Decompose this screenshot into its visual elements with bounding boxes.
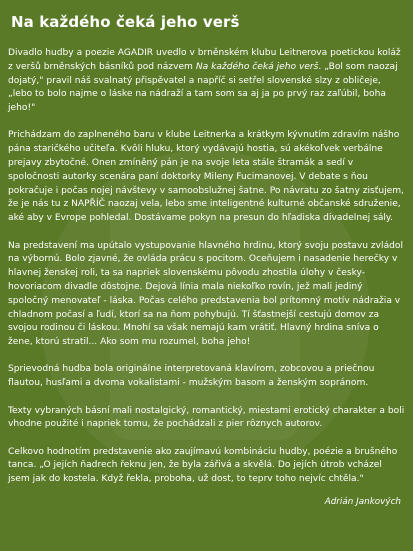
article-body	[8, 47, 405, 487]
paragraph-text: . „Bol som naozaj dojatý," pravil náš svalnatý přispěvatel a napříč si setřel slovenské slzy z obličeje, „lebo to bolo najme o láske na nádraží a tam som sa aj ja po prvý raz zaľúbil, boha jeho!"	[8, 61, 398, 114]
italic-text: Na každého čeká jeho verš	[195, 61, 319, 72]
paragraph-text: Divadlo hudby a poezie AGADIR uvedlo v brněnském klubu Leitnerova poetickou koláž z veršů brněnských básníků pod názvem	[8, 48, 401, 72]
paragraph-text: Texty vybraných básní mali nostalgický, romantický, miestami erotický charakter a boli vhodne použité i napriek tomu, že pochádzali z pier rôznych autorov.	[8, 405, 405, 430]
article-paragraph	[8, 240, 405, 350]
article-author: Adrián Jankových	[324, 496, 401, 507]
article-paragraph	[8, 363, 405, 391]
paragraph-text: Celkovo hodnotím predstavenie ako zaujímavú kombináciu hudby, poézie a brušného tanca. „O jejích ňadrech řeknu jen, že byla zářivá a skvělá. Do jejích útrob vcházel jsem jak do kostela. Když řekla, proboha, už dost, to teprv toho nejvíc chtěla."	[8, 446, 398, 485]
article-paragraph	[8, 405, 405, 433]
paragraph-text: Prichádzam do zaplneného baru v klube Leitnerka a krátkym kývnutím zdravím nášho pána staričkého učiteľa. Kvôli hluku, ktorý vydávajú hostia, sú akékoľvek verbálne prejavy zbytočné. Onen zmíněný pán je na svoje leta stále štramák a sedí v spoločnosti autorky scenára paní doktorky Mileny Fucimanovej. V debate s ňou pokračuje i počas nojej návštevy v samoobslužnej šatne. Po návratu zo šatny zisťujem, že je nás tu z NAPŘÍČ naozaj vela, lebo sme inteligentné kulturné občanské sdruženie, aké aby v Evrope pohledal. Dostávame pokyn na presun do hľadiska divadelnej sály.	[8, 130, 404, 224]
article-paragraph	[8, 446, 405, 487]
paragraph-text: Na predstavení ma upútalo vystupovanie hlavného hrdinu, ktorý svoju postavu zvládol na výbornú. Bolo zjavné, že ovláda prácu s pocitom. Oceňujem i nasadenie herečky v hlavnej ženskej roli, ta sa napriek slovenskému pôvodu zhostila úlohy v česky-hovoriacom divadle dôstojne. Dejová línia mala niekoľko rovín, jež mali jediný spoločný menovateľ - láska. Počas celého predstavenia bol prítomný motív nádražia v chladnom počasí a ľudí, ktorí sa na ňom pohybujú. Tí šťastnejší cestujú domov za svojou rodinou či láskou. Mnohí sa však nemajú kam vrátiť. Hlavný hrdina sníva o žene, ktorú stratil... Ako som mu rozumel, boha jeho!	[8, 240, 404, 348]
article-paragraph	[8, 129, 405, 226]
paragraph-text: Sprievodná hudba bola originálne interpretovaná klavírom, zobcovou a priečnou flautou, husľami a dvoma vokalistami - mužským basom a ženským sopránom.	[8, 364, 375, 389]
article-title: Na každého čeká jeho verš	[11, 13, 240, 31]
article-paragraph	[8, 47, 405, 116]
